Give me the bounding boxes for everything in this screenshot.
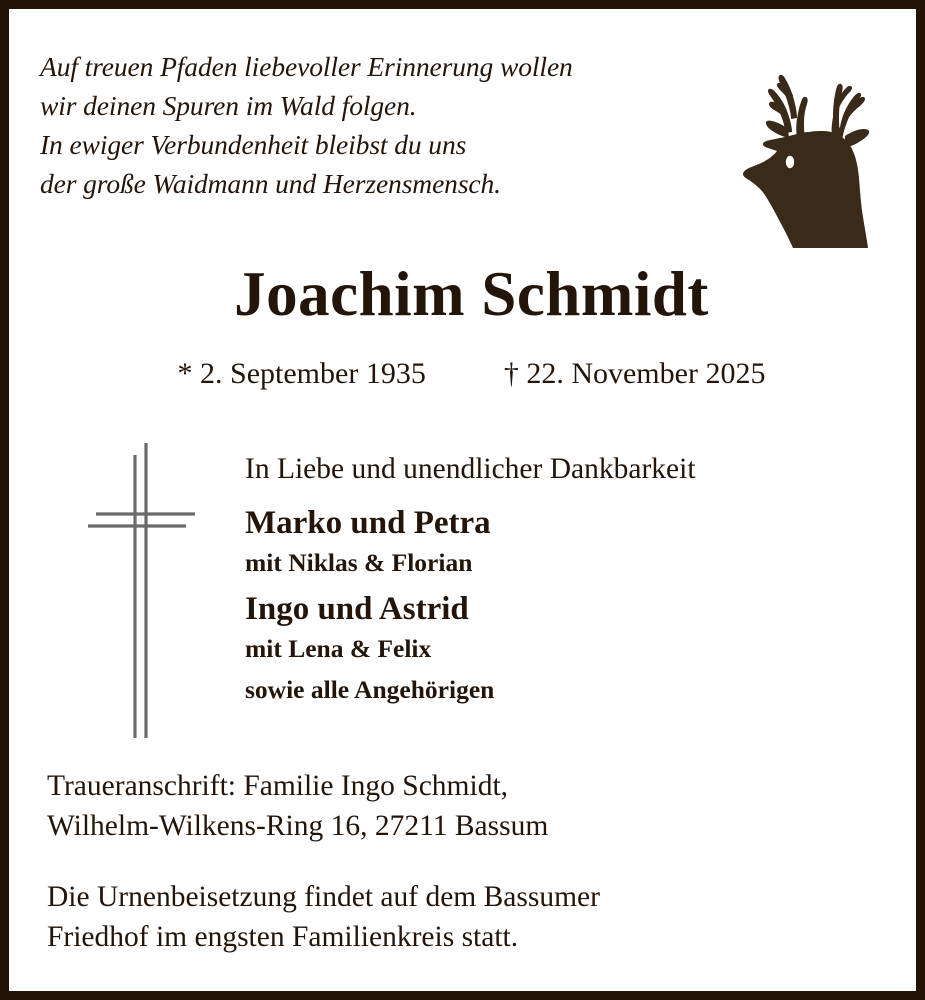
verse-line-3: In ewiger Verbundenheit bleibst du uns (40, 129, 467, 160)
verse-line-4: der große Waidmann und Herzensmensch. (40, 168, 501, 199)
mourning-address (47, 766, 847, 846)
obituary-inner (9, 9, 916, 991)
note-line-2: Friedhof im engsten Familienkreis statt. (47, 921, 519, 953)
family-block (245, 449, 900, 708)
deer-head-icon (727, 57, 907, 252)
cross-icon (79, 441, 204, 746)
family-couple-1: Marko und Petra (245, 505, 491, 541)
birth-date: * 2. September 1935 (177, 357, 426, 390)
family-others: sowie alle Angehörigen (245, 675, 495, 704)
death-date: † 22. November 2025 (503, 357, 766, 390)
family-intro: In Liebe und unendlicher Dankbarkeit (245, 453, 696, 485)
family-children-1: mit Niklas & Florian (245, 548, 473, 577)
note-line-1: Die Urnenbeisetzung findet auf dem Bassumer (47, 881, 600, 913)
family-couple-2: Ingo und Astrid (245, 591, 469, 627)
family-children-2: mit Lena & Felix (245, 634, 432, 663)
verse-line-1: Auf treuen Pfaden liebevoller Erinnerung wollen (40, 51, 573, 82)
memorial-verse (40, 47, 700, 203)
verse-line-2: wir deinen Spuren im Wald folgen. (40, 90, 417, 121)
burial-note (47, 877, 867, 957)
life-dates (9, 354, 925, 394)
address-line-2: Wilhelm-Wilkens-Ring 16, 27211 Bassum (47, 810, 549, 842)
address-line-1: Traueranschrift: Familie Ingo Schmidt, (47, 770, 509, 802)
deceased-name: Joachim Schmidt (234, 259, 709, 329)
